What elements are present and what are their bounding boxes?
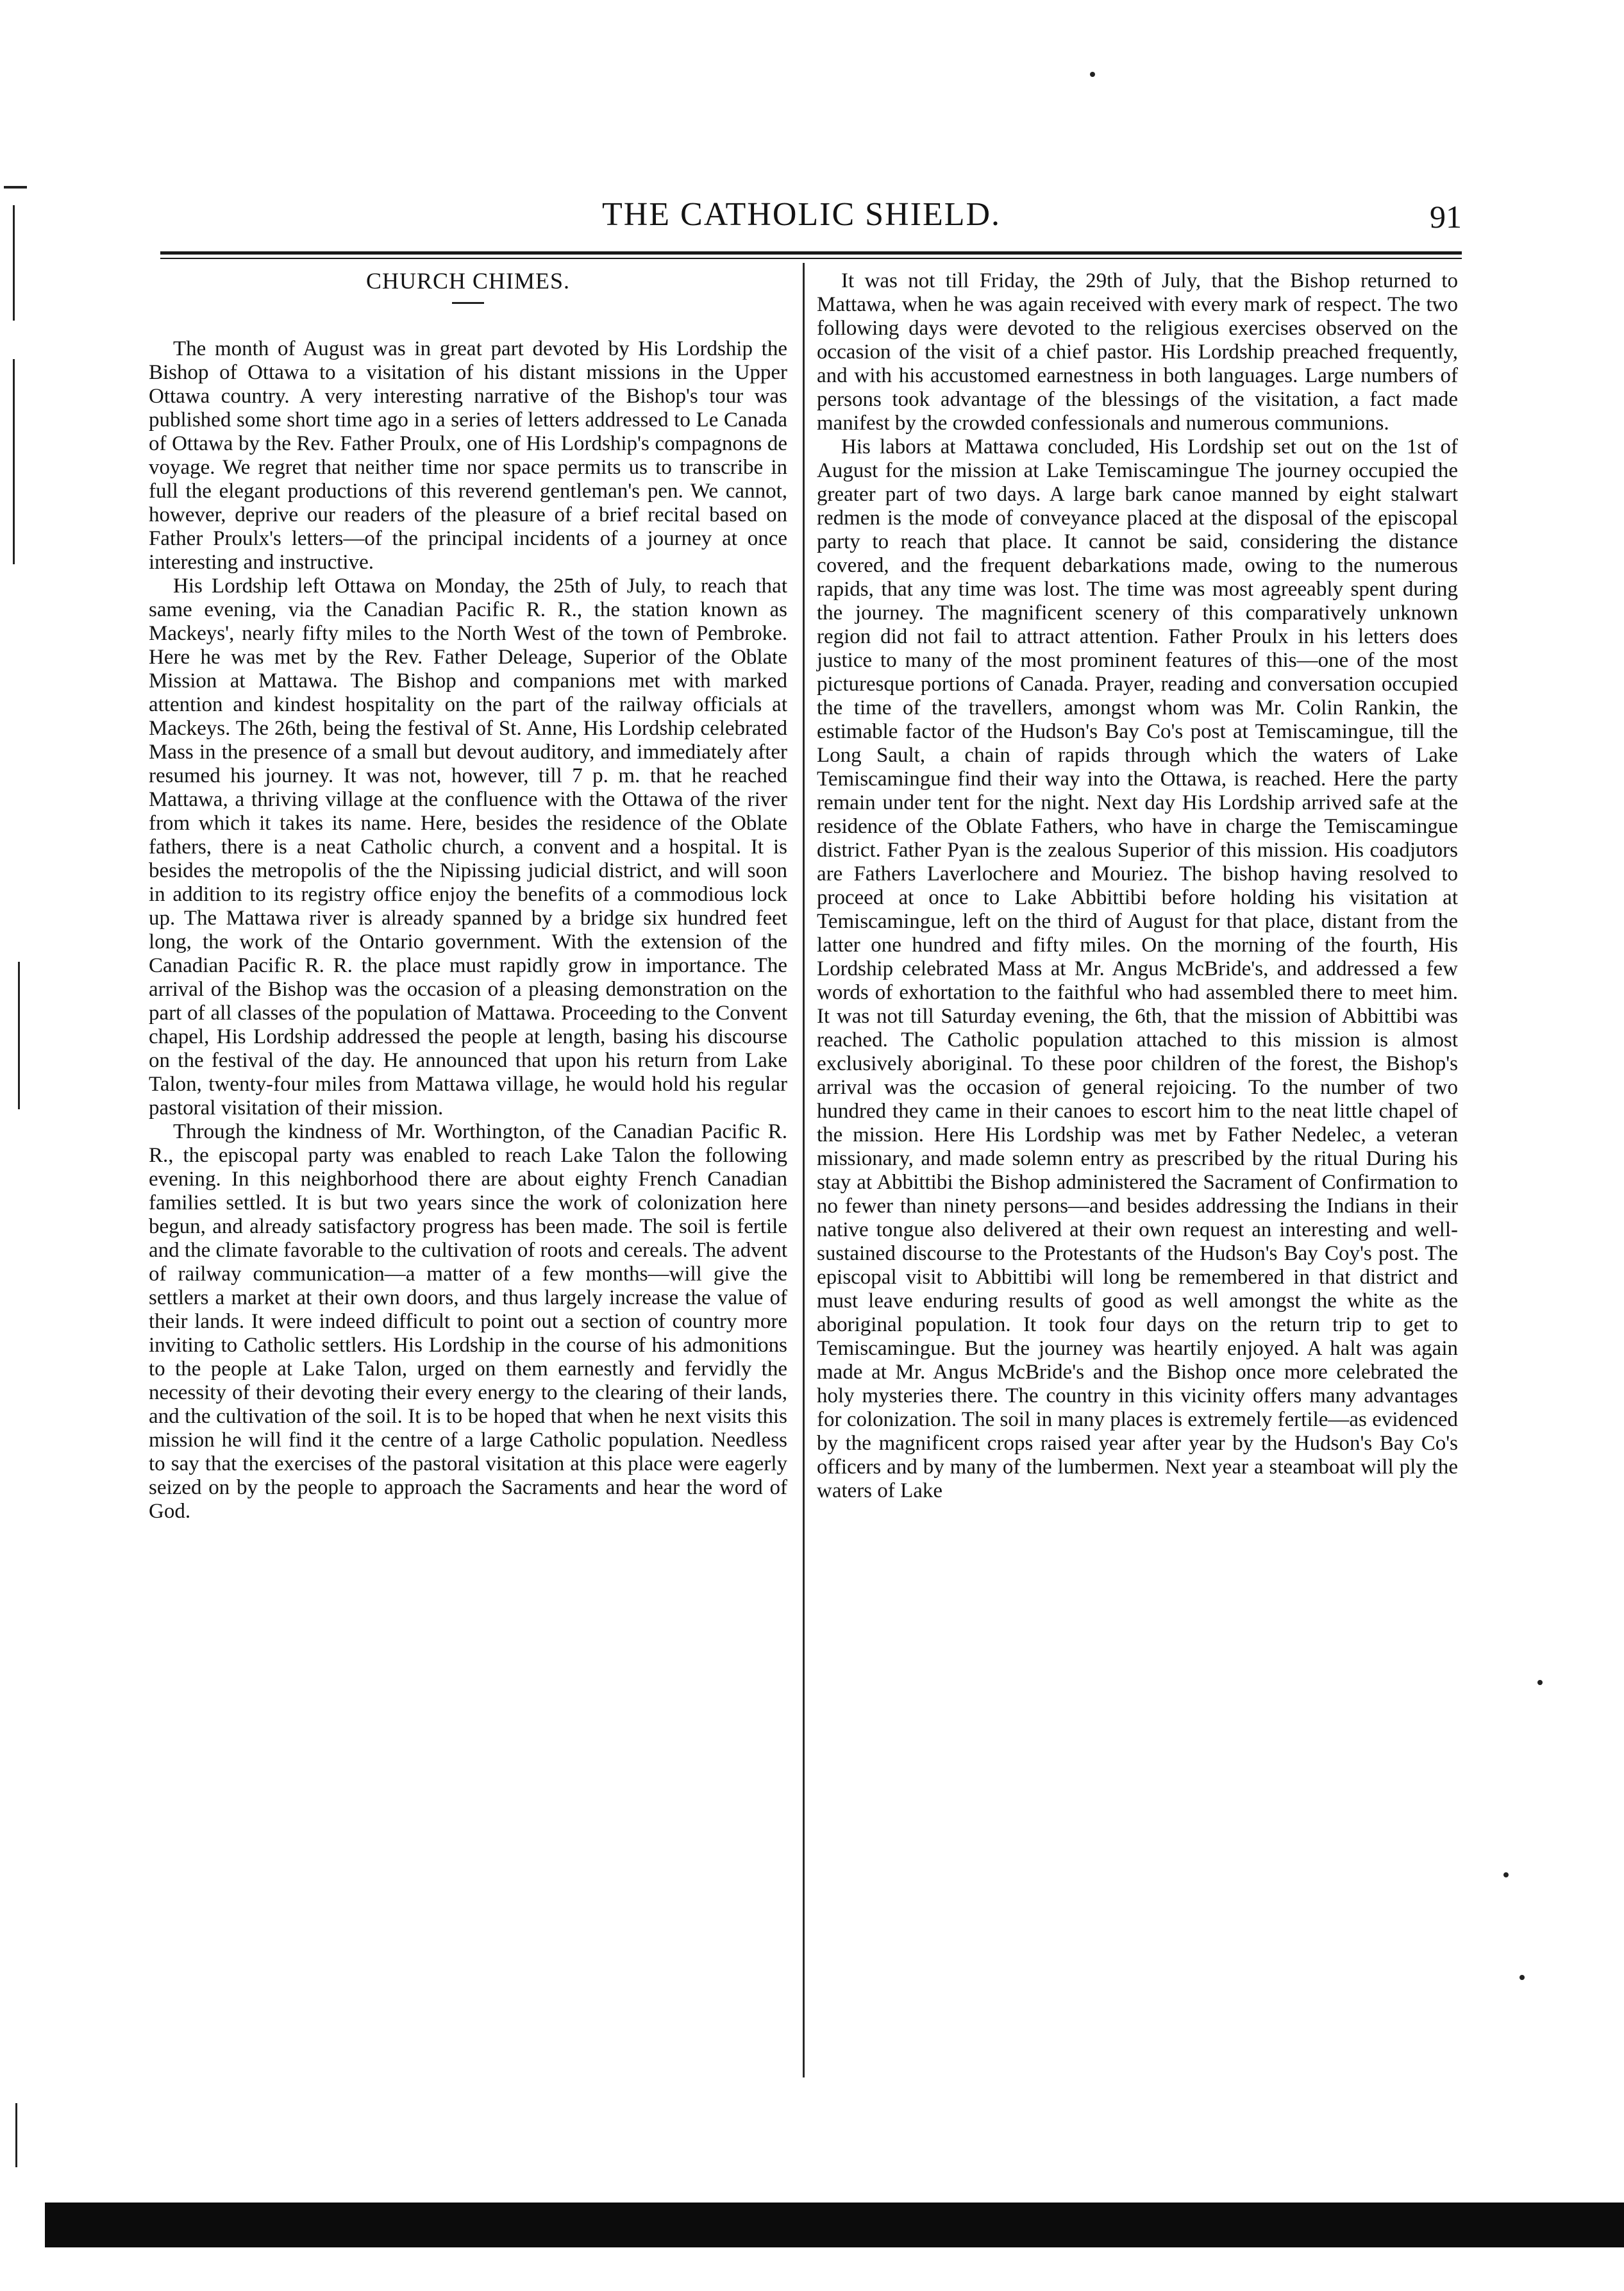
header-rule <box>160 251 1462 255</box>
page-bottom-edge <box>45 2203 1624 2247</box>
title-separator <box>452 302 484 304</box>
paragraph: His Lordship left Ottawa on Monday, the 25th of July, to reach that same evening, via the Canadian Pacific R. R., the station known as Mackeys', nearly fifty miles to the North West of the town of Pembroke. Here he was met by the Rev. Father Deleage, Superior of the Oblate Mission at Mattawa. The Bishop and companions met with marked attention and kindest hospitality on the part of the railway officials at Mackeys. The 26th, being the festival of St. Anne, His Lordship celebrated Mass in the presence of a small but devout auditory, and immediately after resumed his journey. It was not, however, till 7 p. m. that he reached Mattawa, a thriving village at the confluence with the Ottawa of the river from which it takes its name. Here, besides the residence of the Oblate fathers, there is a neat Catholic church, a convent and a hospital. It is besides the metropolis of the the Nipissing judicial district, and will soon in addition to its registry office enjoy the benefits of a commodious lock up. The Mattawa river is already spanned by a bridge six hundred feet long, the work of the Ontario government. With the extension of the Canadian Pacific R. R. the place must rapidly grow in importance. The arrival of the Bishop was the occasion of a pleasing demonstration on the part of all classes of the population of Mattawa. Proceeding to the Convent chapel, His Lordship addressed the people at length, basing his discourse on the festival of the day. He announced that upon his return from Lake Talon, twenty-four miles from Mattawa village, he would hold his regular pastoral visitation of their mission. <box>149 575 787 1120</box>
ink-speck <box>1503 1872 1509 1877</box>
paragraph: It was not till Friday, the 29th of July, that the Bishop returned to Mattawa, when he was again received with every mark of respect. The two following days were devoted to the religious exercises observed on the occasion of the visit of a chief pastor. His Lordship preached frequently, and with his accustomed earnestness in both languages. Large numbers of persons took advantage of the blessings of the visitation, a fact made manifest by the crowded confessionals and numerous communions. <box>817 269 1458 435</box>
ink-speck <box>1537 1680 1543 1685</box>
article-title: CHURCH CHIMES. <box>365 268 571 294</box>
header-rule <box>160 258 1462 259</box>
left-column <box>149 269 787 1523</box>
right-column <box>817 269 1458 1503</box>
ink-speck <box>1090 72 1095 77</box>
margin-line <box>18 962 20 1109</box>
margin-line <box>13 205 15 321</box>
page-header <box>141 196 1462 247</box>
column-divider <box>803 263 805 2077</box>
margin-line <box>13 359 15 564</box>
margin-line <box>15 2103 17 2167</box>
page-number: 91 <box>1430 199 1462 235</box>
paragraph: The month of August was in great part devoted by His Lordship the Bishop of Ottawa to a visitation of his distant missions in the Upper Ottawa country. A very interesting narrative of the Bishop's tour was published some short time ago in a series of letters addressed to Le Canada of Ottawa by the Rev. Father Proulx, one of His Lordship's compagnons de voyage. We regret that neither time nor space permits us to transcribe in full the elegant productions of this reverend gentleman's pen. We cannot, however, deprive our readers of the pleasure of a brief recital based on Father Proulx's letters—of the principal incidents of a journey at once interesting and instructive. <box>149 337 787 574</box>
paragraph: His labors at Mattawa concluded, His Lordship set out on the 1st of August for the mission at Lake Temiscamingue The journey occupied the greater part of two days. A large bark canoe manned by eight stalwart redmen is the mode of conveyance placed at the disposal of the episcopal party to reach that place. It cannot be said, considering the distance covered, and the frequent debarkations made, owing to the numerous rapids, that any time was lost. The time was most agreeably spent during the journey. The magnificent scenery of this comparatively unknown region did not fail to attract attention. Father Proulx in his letters does justice to many of the most prominent features of this—one of the most picturesque portions of Canada. Prayer, reading and conversation occupied the time of the travellers, amongst whom was Mr. Colin Rankin, the estimable factor of the Hudson's Bay Co's post at Temiscamingue, till the Long Sault, a chain of rapids through which the waters of Lake Temiscamingue find their way into the Ottawa, is reached. Here the party remain under tent for the night. Next day His Lordship arrived safe at the residence of the Oblate Fathers, who have in charge the Temiscamingue district. Father Pyan is the zealous Superior of this mission. His coadjutors are Fathers Laverlochere and Mouriez. The bishop having resolved to proceed at once to Lake Abbittibi before holding his visitation at Temiscamingue, left on the third of August for that place, distant from the latter one hundred and fifty miles. On the morning of the fourth, His Lordship celebrated Mass at Mr. Angus McBride's, and addressed a few words of exhortation to the faithful who had assembled there to meet him. It was not till Saturday evening, the 6th, that the mission of Abbittibi was reached. The Catholic population attached to this mission is almost exclusively aboriginal. To these poor children of the forest, the Bishop's arrival was the occasion of general rejoicing. To the number of two hundred they came in their canoes to escort him to the neat little chapel of the mission. Here His Lordship was met by Father Nedelec, a veteran missionary, and made solemn entry as prescribed by the ritual During his stay at Abbittibi the Bishop administered the Sacrament of Confirmation to no fewer than ninety persons—and besides addressing the Indians in their native tongue also delivered at their own request an interesting and well-sustained discourse to the Protestants of the Hudson's Bay Coy's post. The episcopal visit to Abbittibi will long be remembered in that district and must leave enduring results of good as well amongst the white as the aboriginal population. It took four days on the return trip to get to Temiscamingue. But the journey was heartily enjoyed. A halt was again made at Mr. Angus McBride's and the Bishop once more celebrated the holy mysteries there. The country in this vicinity offers many advantages for colonization. The soil in many places is extremely fertile—as evidenced by the magnificent crops raised year after year by the Hudson's Bay Co's officers and by many of the lumbermen. Next year a steamboat will ply the waters of Lake <box>817 435 1458 1502</box>
margin-tick-mark <box>4 186 27 189</box>
ink-speck <box>1519 1975 1525 1980</box>
paragraph: Through the kindness of Mr. Worthington, of the Canadian Pacific R. R., the episcopal party was enabled to reach Lake Talon the following evening. In this neighborhood there are about eighty French Canadian families settled. It is but two years since the work of colonization here begun, and already satisfactory progress has been made. The soil is fertile and the climate favorable to the cultivation of roots and cereals. The advent of railway communication—a matter of a few months—will give the settlers a market at their own doors, and thus largely increase the value of their lands. It were indeed difficult to point out a section of country more inviting to Catholic settlers. His Lordship in the course of his admonitions to the people at Lake Talon, urged on them earnestly and fervidly the necessity of their devoting their every energy to the clearing of their lands, and the cultivation of the soil. It is to be hoped that when he next visits this mission he will find it the centre of a large Catholic population. Needless to say that the exercises of the pastoral visitation at this place were eagerly seized on by the people to approach the Sacraments and hear the word of God. <box>149 1120 787 1523</box>
running-title: THE CATHOLIC SHIELD. <box>601 196 1001 233</box>
